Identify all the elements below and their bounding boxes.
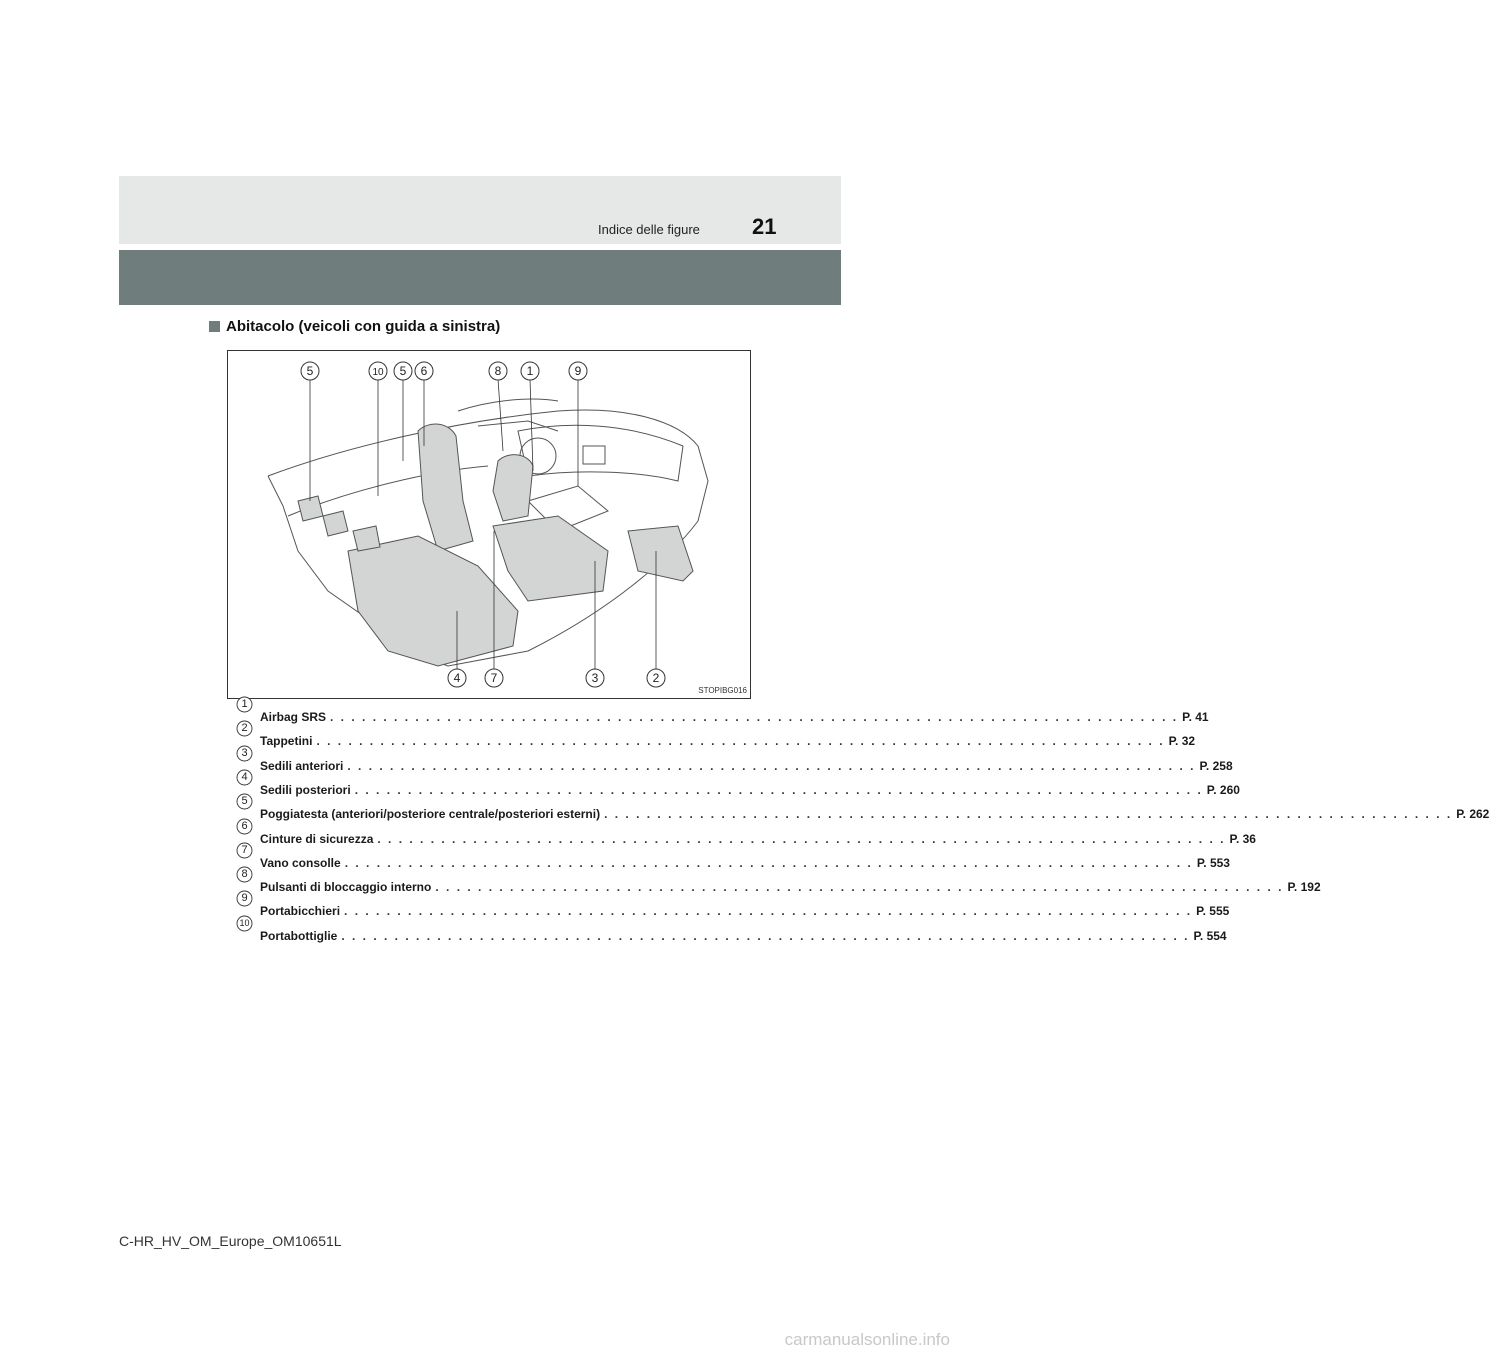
callout-number: 1 (241, 698, 248, 710)
callout-top-6: 1 (526, 364, 534, 378)
callout-label: Cinture di sicurezza (260, 831, 374, 846)
callout-number: 5 (241, 795, 248, 808)
header-dark-band (119, 250, 841, 305)
dot-leader: . . . . . . . . . . . . . . . . . . . . . . . . . . . . . . . . . . . . . . . . . . . . . . . . . . . . . . . . . . . . . . . . . . . . . . . . . . . . . . . . (344, 904, 1193, 919)
callout-label: Portabottiglie (260, 928, 338, 943)
callout-row (236, 843, 1230, 870)
callout-row (236, 770, 1240, 797)
callout-label: Pulsanti di bloccaggio interno (260, 880, 432, 895)
callout-page-ref[interactable]: P. 262 (1456, 807, 1489, 822)
callout-label: Tappetini (260, 734, 313, 749)
callout-number-badge (236, 842, 253, 859)
callout-top-4: 6 (420, 364, 428, 378)
callout-page-ref[interactable]: P. 555 (1196, 904, 1230, 919)
page-number: 21 (752, 214, 777, 239)
section-heading-text: Abitacolo (veicoli con guida a sinistra) (226, 318, 501, 335)
callout-label: Portabicchieri (260, 904, 341, 919)
callout-page-ref[interactable]: P. 554 (1193, 928, 1227, 943)
callout-page-ref[interactable]: P. 553 (1196, 855, 1230, 870)
callout-top-3: 5 (399, 364, 407, 378)
header-band (119, 176, 841, 244)
callout-number-badge (236, 745, 253, 762)
callout-top-2: 10 (372, 367, 384, 378)
callout-number: 2 (241, 722, 248, 735)
dot-leader: . . . . . . . . . . . . . . . . . . . . . . . . . . . . . . . . . . . . . . . . . . . . . . . . . . . . . . . . . . . . . . . . . . . . . . . . . . . . . . . . (604, 807, 1453, 822)
callout-page-ref[interactable]: P. 32 (1168, 734, 1196, 749)
callout-row (236, 819, 1256, 846)
callout-bottom-4: 2 (652, 671, 660, 685)
callout-number-badge (236, 866, 253, 883)
callout-row (236, 892, 1230, 919)
callout-number: 3 (241, 746, 248, 759)
dot-leader: . . . . . . . . . . . . . . . . . . . . . . . . . . . . . . . . . . . . . . . . . . . . . . . . . . . . . . . . . . . . . . . . . . . . . . . . . . . . . . . . (344, 855, 1193, 870)
callout-number: 4 (241, 770, 248, 783)
callout-label: Sedili posteriori (260, 782, 351, 797)
callout-row (236, 722, 1196, 749)
callout-number-badge (236, 769, 253, 786)
callout-bottom-1: 4 (453, 671, 461, 685)
callout-page-ref[interactable]: P. 258 (1199, 758, 1233, 773)
callout-number-badge (236, 696, 253, 713)
callout-page-ref[interactable]: P. 41 (1182, 710, 1209, 724)
dot-leader: . . . . . . . . . . . . . . . . . . . . . . . . . . . . . . . . . . . . . . . . . . . . . . . . . . . . . . . . . . . . . . . . . . . . . . . . . . . . . . . . (377, 831, 1226, 846)
section-heading (209, 318, 500, 335)
callout-number: 9 (241, 892, 248, 905)
callout-number-badge (236, 915, 253, 932)
callout-top-1: 5 (306, 364, 314, 378)
callout-number: 8 (241, 868, 248, 881)
callout-row (236, 868, 1321, 895)
callout-label: Vano consolle (260, 855, 341, 870)
callout-number: 7 (241, 843, 248, 856)
callout-label: Sedili anteriori (260, 758, 344, 773)
dot-leader: . . . . . . . . . . . . . . . . . . . . . . . . . . . . . . . . . . . . . . . . . . . . . . . . . . . . . . . . . . . . . . . . . . . . . . . . . . . . . . . . (341, 928, 1190, 943)
callout-row (236, 746, 1233, 773)
callout-top-5: 8 (494, 364, 502, 378)
callout-top-7: 9 (574, 364, 582, 378)
callout-number: 10 (239, 917, 250, 928)
cabin-illustration (228, 351, 750, 698)
callout-number-badge (236, 720, 253, 737)
dot-leader: . . . . . . . . . . . . . . . . . . . . . . . . . . . . . . . . . . . . . . . . . . . . . . . . . . . . . . . . . . . . . . . . . . . . . . . . . . . . . . . . (435, 880, 1284, 895)
callout-number: 6 (241, 819, 248, 832)
callout-label: Airbag SRS (260, 710, 327, 724)
dot-leader: . . . . . . . . . . . . . . . . . . . . . . . . . . . . . . . . . . . . . . . . . . . . . . . . . . . . . . . . . . . . . . . . . . . . . . . . . . . . . . . . (330, 710, 1179, 724)
callout-number-badge (236, 818, 253, 835)
callout-page-ref[interactable]: P. 192 (1287, 880, 1321, 895)
header-title: Indice delle figure (598, 222, 700, 237)
callout-page-ref[interactable]: P. 260 (1206, 782, 1240, 797)
dot-leader: . . . . . . . . . . . . . . . . . . . . . . . . . . . . . . . . . . . . . . . . . . . . . . . . . . . . . . . . . . . . . . . . . . . . . . . . . . . . . . . . (354, 782, 1203, 797)
callout-number-badge (236, 793, 253, 810)
callout-bottom-2: 7 (490, 671, 498, 685)
dot-leader: . . . . . . . . . . . . . . . . . . . . . . . . . . . . . . . . . . . . . . . . . . . . . . . . . . . . . . . . . . . . . . . . . . . . . . . . . . . . . . . . (316, 734, 1165, 749)
section-square-icon (209, 321, 220, 332)
interior-figure (227, 350, 751, 699)
callout-number-badge (236, 890, 253, 907)
callout-row (236, 917, 1227, 943)
figure-code: STOPIBG016 (698, 686, 747, 695)
callout-label: Poggiatesta (anteriori/posteriore centrale/posteriori esterni) (260, 807, 601, 822)
callout-page-ref[interactable]: P. 36 (1229, 831, 1256, 846)
watermark: carmanualsonline.info (784, 1330, 950, 1349)
callout-row (236, 795, 1489, 822)
footer-doc-id: C-HR_HV_OM_Europe_OM10651L (119, 1233, 342, 1249)
callout-row (236, 698, 1209, 724)
callout-bottom-3: 3 (591, 671, 599, 685)
dot-leader: . . . . . . . . . . . . . . . . . . . . . . . . . . . . . . . . . . . . . . . . . . . . . . . . . . . . . . . . . . . . . . . . . . . . . . . . . . . . . . . . (347, 758, 1196, 773)
